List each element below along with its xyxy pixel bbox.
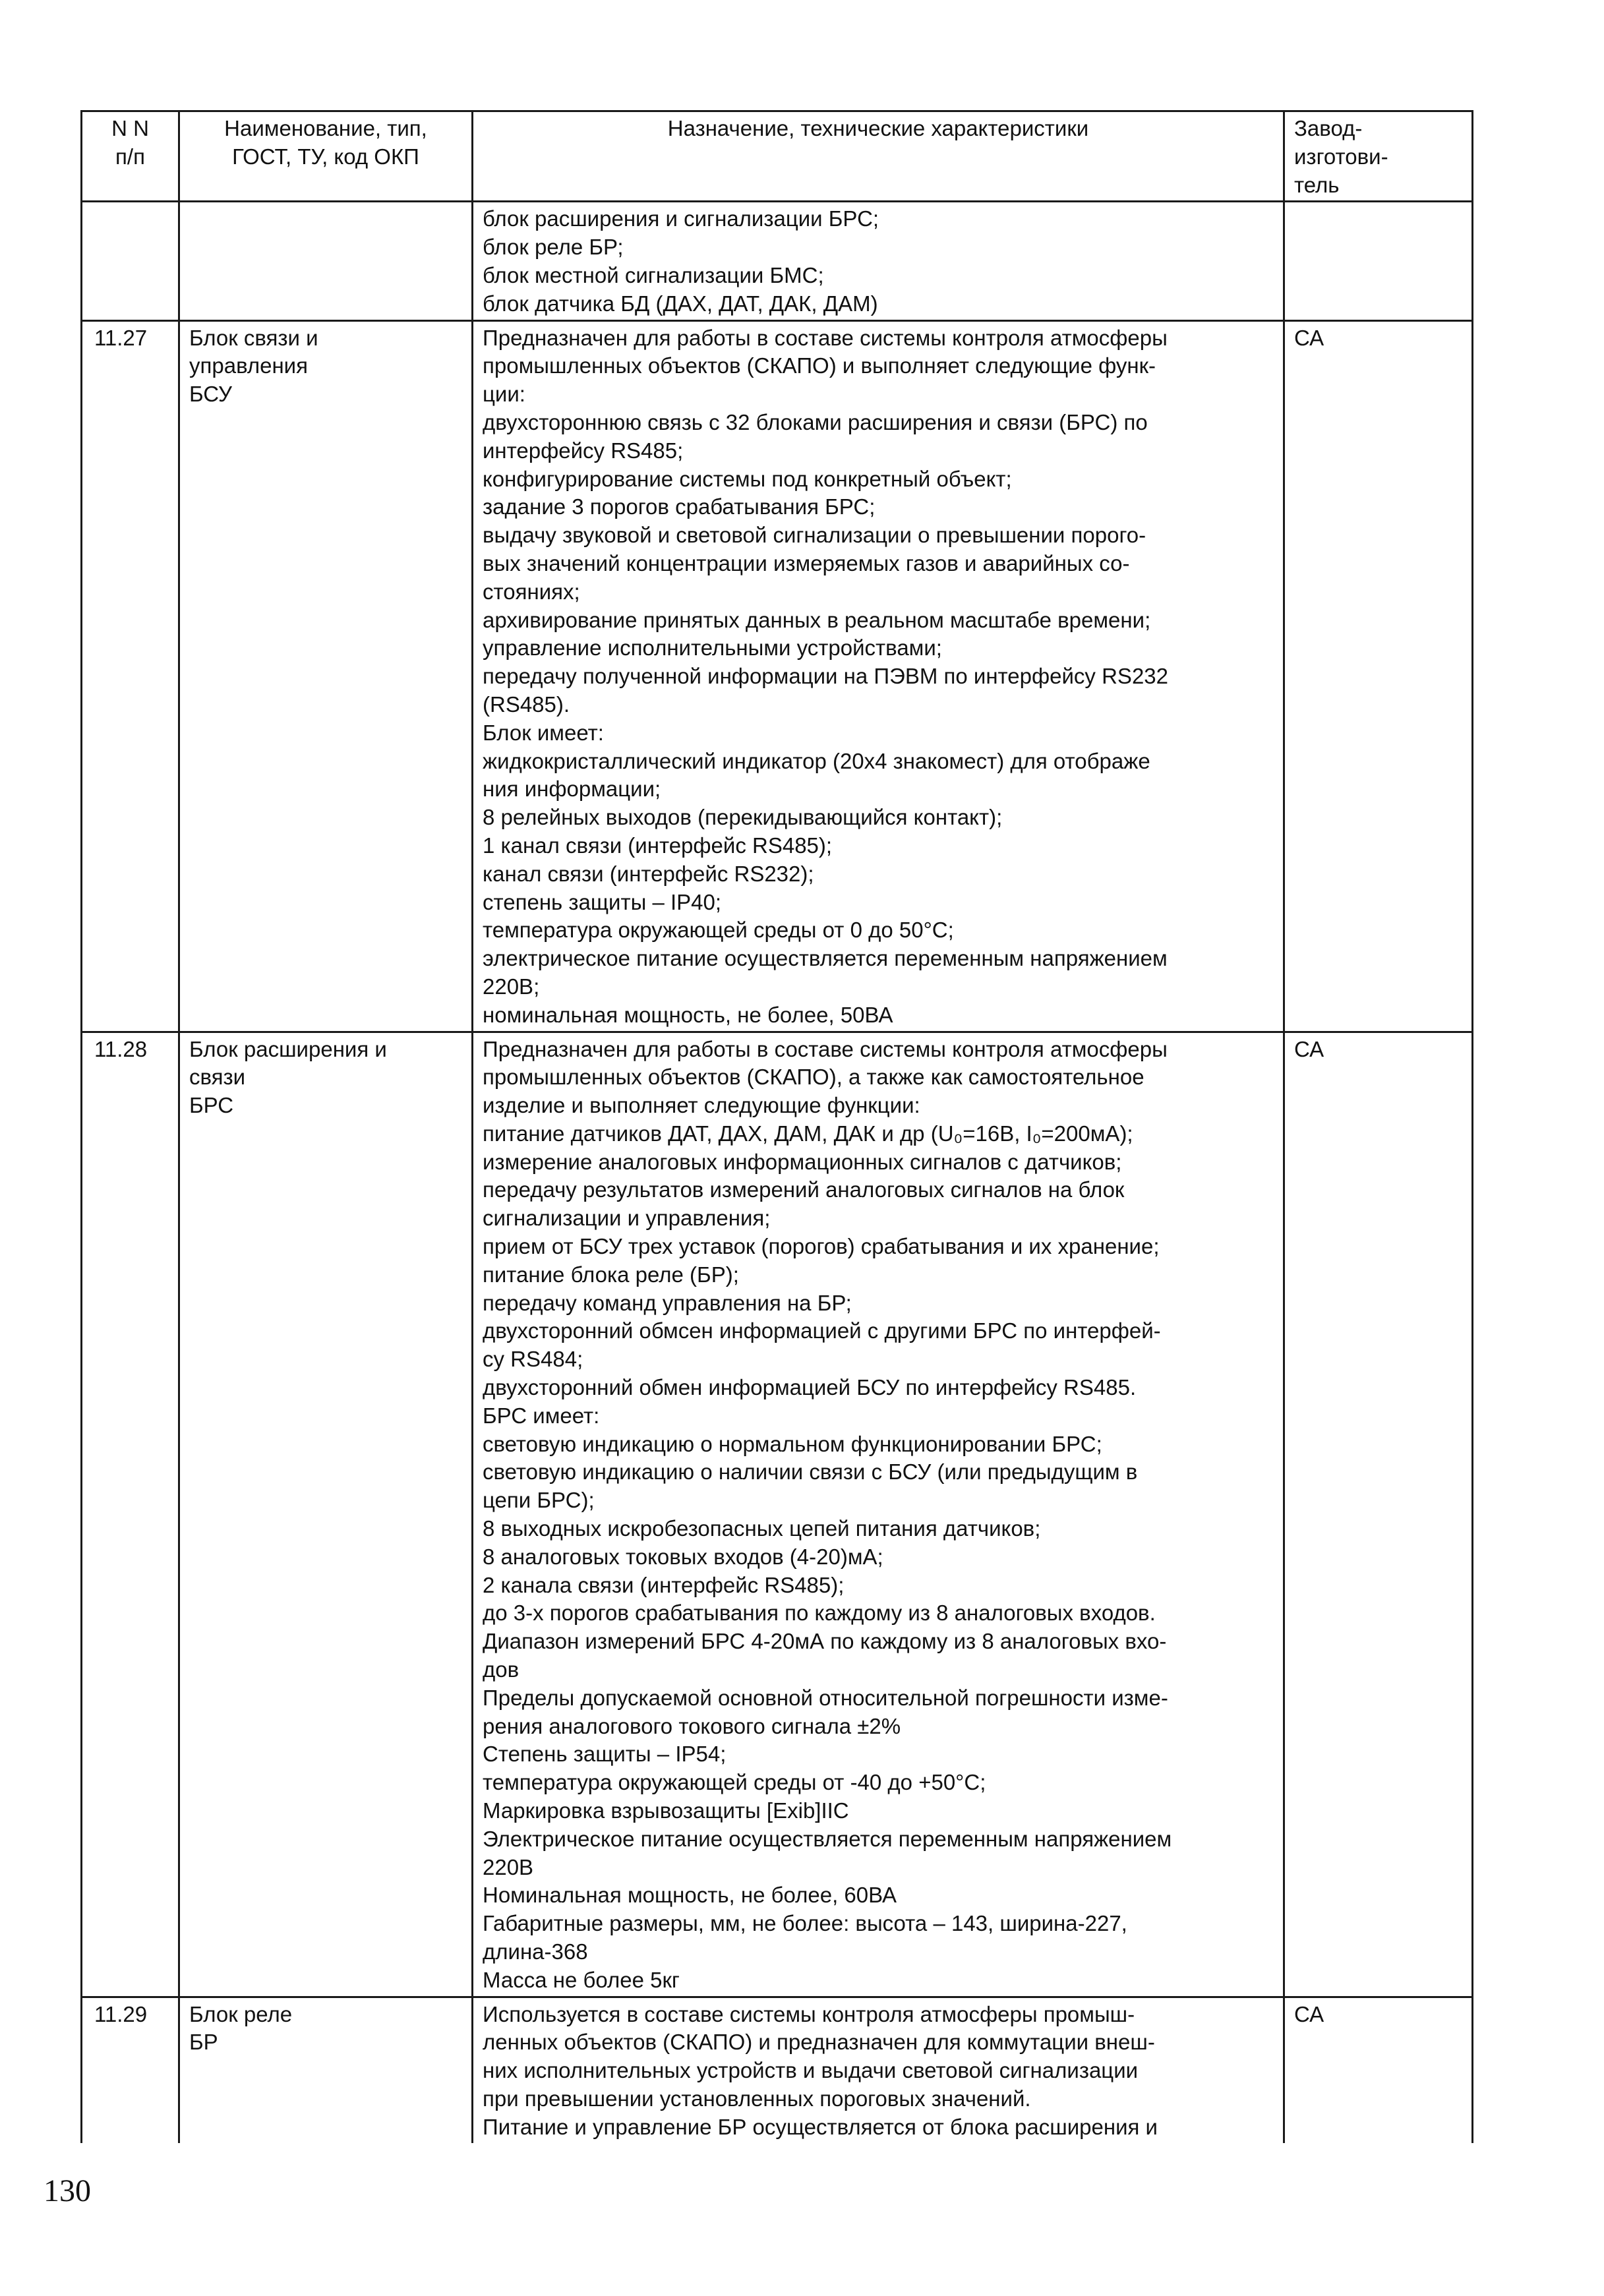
text-line: СА	[1294, 325, 1324, 350]
text-line: ленных объектов (СКАПО) и предназначен для коммутации внеш-	[483, 2030, 1155, 2055]
equipment-table	[80, 110, 1473, 2143]
row-description	[473, 1032, 1284, 1997]
text-line: блок датчика БД (ДАХ, ДАТ, ДАК, ДАМ)	[483, 291, 878, 316]
text-line: при превышении установленных пороговых значений.	[483, 2086, 1031, 2111]
text-line: передачу полученной информации на ПЭВМ по интерфейсу RS232	[483, 664, 1168, 689]
text-line: су RS484;	[483, 1347, 583, 1372]
text-line: БРС	[189, 1093, 234, 1118]
text-line: Блок реле	[189, 2001, 293, 2026]
row-description	[473, 202, 1284, 320]
text-line: ции:	[483, 382, 525, 407]
text-line: 1 канал связи (интерфейс RS485);	[483, 833, 833, 858]
text-line: интерфейсу RS485;	[483, 438, 684, 463]
text-line: номинальная мощность, не более, 50ВА	[483, 1002, 893, 1027]
text-line: передачу команд управления на БР;	[483, 1290, 852, 1315]
text-line: промышленных объектов (СКАПО) и выполняет следующие функ-	[483, 353, 1156, 378]
row-name	[179, 1032, 473, 1997]
text-line: Блок расширения и	[189, 1036, 387, 1061]
text-line: Блок имеет:	[483, 720, 604, 745]
text-line: связи	[189, 1065, 246, 1090]
table-row	[82, 202, 1473, 320]
row-name	[179, 1997, 473, 2142]
text-line: блок реле БР;	[483, 235, 624, 260]
page-number: 130	[44, 2173, 91, 2208]
row-description	[473, 1997, 1284, 2142]
row-description	[473, 320, 1284, 1032]
text-line: Степень защиты – IP54;	[483, 1742, 727, 1767]
header-description: Назначение, технические характеристики	[473, 111, 1284, 202]
text-line: цепи БРС);	[483, 1488, 595, 1513]
text-line: управление исполнительными устройствами;	[483, 635, 942, 661]
text-line: ния информации;	[483, 777, 661, 802]
table-row	[82, 1997, 1473, 2142]
text-line: до 3-х порогов срабатывания по каждому из 8 аналоговых входов.	[483, 1601, 1156, 1626]
text-line: 8 выходных искробезопасных цепей питания датчиков;	[483, 1516, 1041, 1541]
text-line: 8 релейных выходов (перекидывающийся контакт);	[483, 805, 1003, 830]
text-line: управления	[189, 353, 308, 378]
row-manufacturer	[1284, 320, 1473, 1032]
row-name	[179, 320, 473, 1032]
text-line: блок местной сигнализации БМС;	[483, 262, 824, 287]
text-line: Пределы допускаемой основной относительной погрешности изме-	[483, 1685, 1168, 1710]
text-line: жидкокристаллический индикатор (20х4 знакомест) для отображе	[483, 748, 1150, 773]
text-line: 11.29	[94, 2001, 148, 2026]
text-line: конфигурирование системы под конкретный объект;	[483, 466, 1012, 491]
text-line: Маркировка взрывозащиты [Exib]IIC	[483, 1798, 849, 1823]
row-number	[82, 320, 179, 1032]
text-line: 220В	[483, 1854, 534, 1879]
text-line: стояниях;	[483, 579, 580, 604]
text-line: БСУ	[189, 382, 232, 407]
text-line: световую индикацию о наличии связи с БСУ (или предыдущим в	[483, 1459, 1138, 1485]
text-line: сигнализации и управления;	[483, 1206, 771, 1231]
text-line: 11.27	[94, 325, 148, 350]
text-line: БРС имеет:	[483, 1403, 600, 1428]
header-manufacturer: Завод- изготови- тель	[1284, 111, 1473, 202]
text-line: температура окружающей среды от 0 до 50°С;	[483, 918, 954, 943]
text-line: архивирование принятых данных в реальном масштабе времени;	[483, 607, 1151, 632]
text-line: световую индикацию о нормальном функционировании БРС;	[483, 1431, 1102, 1456]
text-line: Предназначен для работы в составе системы контроля атмосферы	[483, 325, 1168, 350]
text-line: СА	[1294, 1036, 1324, 1061]
row-number	[82, 1032, 179, 1997]
text-line: 8 аналоговых токовых входов (4-20)мА;	[483, 1544, 883, 1569]
row-manufacturer	[1284, 1032, 1473, 1997]
document-page	[80, 110, 1471, 2143]
text-line: Блок связи и	[189, 325, 318, 350]
text-line: (RS485).	[483, 692, 570, 717]
text-line: передачу результатов измерений аналоговых сигналов на блок	[483, 1177, 1125, 1202]
text-line: Габаритные размеры, мм, не более: высота – 143, ширина-227,	[483, 1911, 1127, 1936]
header-name: Наименование, тип, ГОСТ, ТУ, код ОКП	[179, 111, 473, 202]
text-line: 220В;	[483, 974, 540, 999]
row-name	[179, 202, 473, 320]
row-number	[82, 1997, 179, 2142]
text-line: электрическое питание осуществляется переменным напряжением	[483, 946, 1168, 971]
text-line: них исполнительных устройств и выдачи световой сигнализации	[483, 2058, 1139, 2083]
text-line: 2 канала связи (интерфейс RS485);	[483, 1572, 845, 1597]
text-line: Номинальная мощность, не более, 60ВА	[483, 1883, 897, 1908]
text-line: температура окружающей среды от -40 до +50°С;	[483, 1770, 986, 1795]
table-header-row	[82, 111, 1473, 202]
text-line: двухсторонний обмсен информацией с другими БРС по интерфей-	[483, 1318, 1161, 1343]
text-line: изделие и выполняет следующие функции:	[483, 1093, 920, 1118]
text-line: двухсторонний обмен информацией БСУ по интерфейсу RS485.	[483, 1375, 1137, 1400]
text-line: канал связи (интерфейс RS232);	[483, 861, 814, 886]
text-line: вых значений концентрации измеряемых газов и аварийных со-	[483, 550, 1130, 575]
text-line: Электрическое питание осуществляется переменным напряжением	[483, 1826, 1172, 1851]
text-line: длина-368	[483, 1939, 588, 1964]
text-line: СА	[1294, 2001, 1324, 2026]
table-row	[82, 1032, 1473, 1997]
table-row	[82, 320, 1473, 1032]
text-line: Используется в составе системы контроля атмосферы промыш-	[483, 2001, 1135, 2026]
text-line: блок расширения и сигнализации БРС;	[483, 206, 879, 231]
text-line: задание 3 порогов срабатывания БРС;	[483, 494, 876, 519]
text-line: Предназначен для работы в составе системы контроля атмосферы	[483, 1036, 1168, 1061]
row-manufacturer	[1284, 1997, 1473, 2142]
text-line: питание датчиков ДАТ, ДАХ, ДАМ, ДАК и др (U₀=16В, I₀=200мА);	[483, 1121, 1133, 1146]
row-number	[82, 202, 179, 320]
text-line: дов	[483, 1657, 520, 1682]
text-line: двухстороннюю связь с 32 блоками расширения и связи (БРС) по	[483, 409, 1148, 434]
row-manufacturer	[1284, 202, 1473, 320]
text-line: питание блока реле (БР);	[483, 1262, 739, 1287]
header-number: N N п/п	[82, 111, 179, 202]
table-body	[82, 202, 1473, 2143]
text-line: Масса не более 5кг	[483, 1967, 680, 1992]
text-line: выдачу звуковой и световой сигнализации о превышении порого-	[483, 523, 1146, 548]
text-line: 11.28	[94, 1036, 148, 1061]
text-line: прием от БСУ трех уставок (порогов) срабатывания и их хранение;	[483, 1234, 1160, 1259]
text-line: степень защиты – IP40;	[483, 889, 722, 914]
text-line: Питание и управление БР осуществляется от блока расширения и	[483, 2114, 1158, 2139]
text-line: промышленных объектов (СКАПО), а также как самостоятельное	[483, 1065, 1144, 1090]
text-line: Диапазон измерений БРС 4-20мА по каждому из 8 аналоговых вхо-	[483, 1629, 1167, 1654]
text-line: БР	[189, 2030, 218, 2055]
text-line: рения аналогового токового сигнала ±2%	[483, 1713, 901, 1738]
text-line: измерение аналоговых информационных сигналов с датчиков;	[483, 1149, 1122, 1174]
